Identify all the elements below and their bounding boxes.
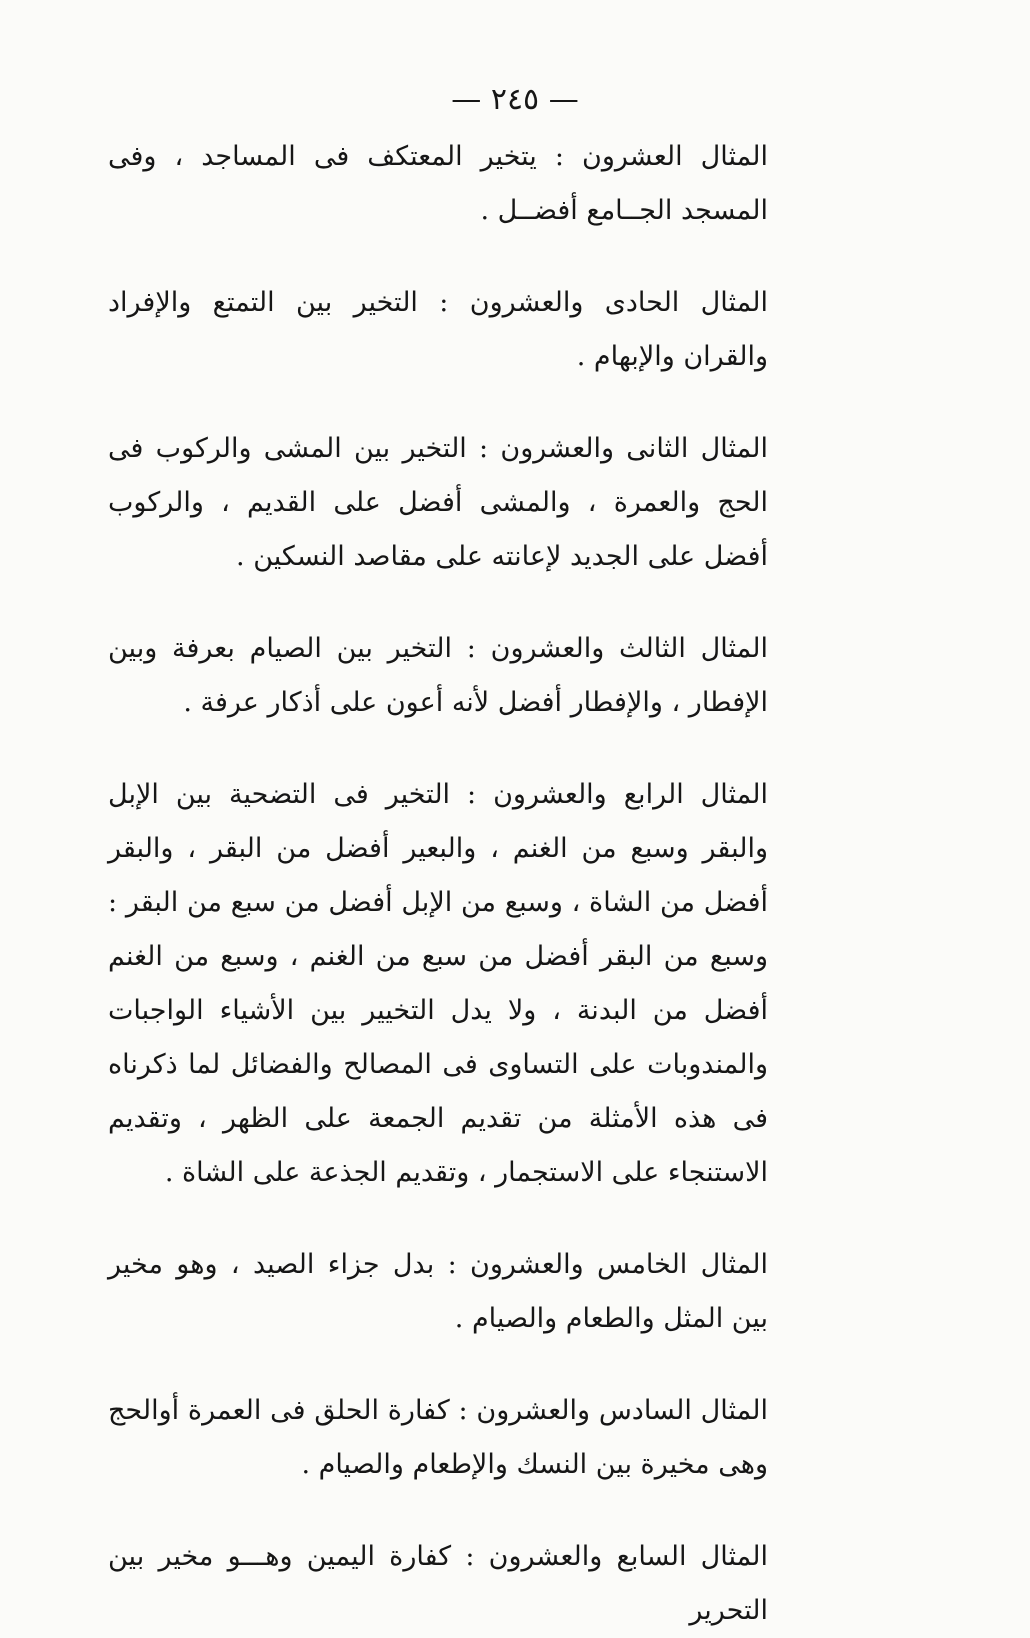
paragraph-26: المثال السادس والعشرون : كفارة الحلق فى العمرة أوالحج وهى مخيرة بين النسك والإطعام والصيام . [108,1395,768,1480]
paragraph-27: المثال السابع والعشرون : كفارة اليمين وهـــو مخير بين التحرير [108,1541,768,1626]
paragraph-22: المثال الثانى والعشرون : التخير بين المشى والركوب فى الحج والعمرة ، والمشى أفضل على القديم ، والركوب أفضل على الجديد لإعانته على مقاصد النسكين . [108,433,768,572]
page-body [108,130,798,1638]
paragraph-21: المثال الحادى والعشرون : التخير بين التمتع والإفراد والقران والإبهام . [108,287,768,372]
paragraph-25: المثال الخامس والعشرون : بدل جزاء الصيد ، وهو مخير بين المثل والطعام والصيام . [108,1249,768,1334]
paragraph-24: المثال الرابع والعشرون : التخير فى التضحية بين الإبل والبقر وسبع من الغنم ، والبعير أفضل من البقر ، والبقر أفضل من الشاة ، وسبع من الإبل أفضل من سبع من البقر : وسبع من البقر أفضل من سبع من الغنم ، وسبع من الغنم أفضل من البدنة ، ولا يدل التخيير بين الأشياء الواجبات والمندوبات على التساوى فى المصالح والفضائل لما ذكرناه فى هذه الأمثلة من تقديم الجمعة على الظهر ، وتقديم الاستنجاء على الاستجمار ، وتقديم الجذعة على الشاة . [108,779,768,1188]
paragraph-20: المثال العشرون : يتخير المعتكف فى المساجد ، وفى المسجد الجــامع أفضــل . [108,141,768,226]
page-number: — ٢٤٥ — [451,82,579,117]
paragraph-23: المثال الثالث والعشرون : التخير بين الصيام بعرفة وبين الإفطار ، والإفطار أفضل لأنه أعون على أذكار عرفة . [108,633,768,718]
